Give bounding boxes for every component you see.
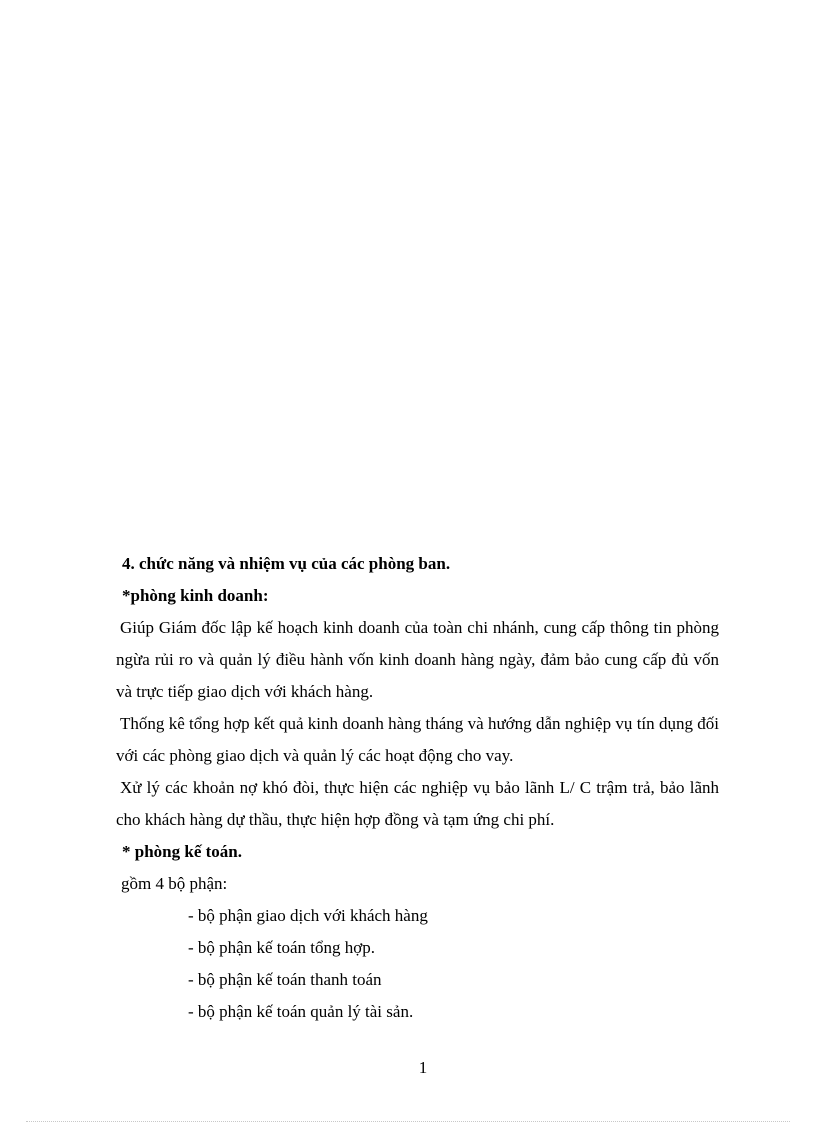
accounting-dept-list xyxy=(116,900,719,1028)
list-item: - bộ phận kế toán quản lý tài sản. xyxy=(188,1002,414,1021)
paragraph-text: Giúp Giám đốc lập kế hoạch kinh doanh của toàn chi nhánh, cung cấp thông tin phòng ngừa rủi ro và quản lý điều hành vốn kinh doanh hàng ngày, đảm bảo cung cấp đủ vốn và trực tiếp giao dịch với khách hàng. xyxy=(116,618,719,701)
paragraph-text: Thống kê tổng hợp kết quả kinh doanh hàng tháng và hướng dẫn nghiệp vụ tín dụng đối với các phòng giao dịch và quản lý các hoạt động cho vay. xyxy=(116,714,719,765)
document-body xyxy=(116,548,719,1028)
paragraph-text: Xử lý các khoản nợ khó đòi, thực hiện các nghiệp vụ bảo lãnh L/ C trậm trả, bảo lãnh cho khách hàng dự thầu, thực hiện hợp đồng và tạm ứng chi phí. xyxy=(116,778,719,829)
business-dept-heading: *phòng kinh doanh: xyxy=(122,586,269,605)
accounting-dept-heading: * phòng kế toán. xyxy=(122,842,242,861)
business-dept-paragraph-1 xyxy=(116,612,719,708)
accounting-dept-intro: gồm 4 bộ phận: xyxy=(121,874,228,893)
business-dept-paragraph-2 xyxy=(116,708,719,772)
page-number: 1 xyxy=(418,1058,428,1077)
business-dept-paragraph-3 xyxy=(116,772,719,836)
list-item: - bộ phận kế toán tổng hợp. xyxy=(188,938,375,957)
footer-divider xyxy=(26,1121,790,1122)
list-item: - bộ phận giao dịch với khách hàng xyxy=(188,906,428,925)
list-item: - bộ phận kế toán thanh toán xyxy=(188,970,382,989)
section-heading: 4. chức năng và nhiệm vụ của các phòng ban. xyxy=(122,554,451,573)
